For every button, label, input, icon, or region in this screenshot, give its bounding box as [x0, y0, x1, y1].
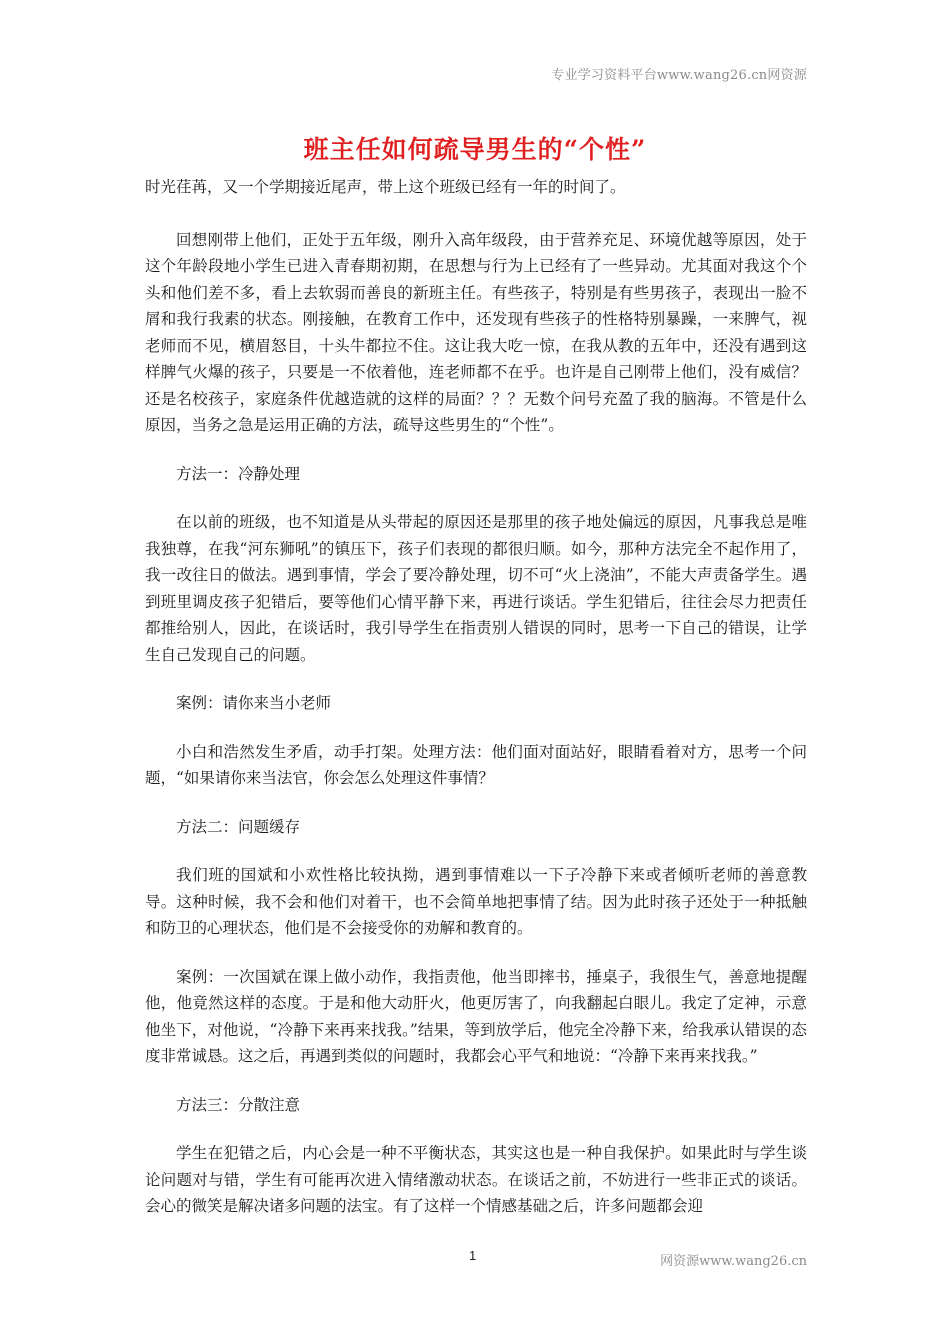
- case-heading-1: 案例：请你来当小老师: [176, 694, 332, 712]
- paragraph: 案例：一次国斌在课上做小动作，我指责他，他当即摔书，捶桌子，我很生气，善意地提醒他，他竟然这样的态度。于是和他大动肝火，他更厉害了，向我翻起白眼儿。我定了定神，示意他坐下，对他说，“冷静下来再来找我。”结果，等到放学后，他完全冷静下来，给我承认错误的态度非常诚恳。这之后，再遇到类似的问题时，我都会心平气和地说：“冷静下来再来找我。”: [145, 967, 807, 1065]
- paragraph: 小白和浩然发生矛盾，动手打架。处理方法：他们面对面站好，眼睛看着对方，思考一个问题，“如果请你来当法官，你会怎么处理这件事情？: [145, 742, 807, 787]
- document-body: [145, 174, 807, 1242]
- header-source-text: 专业学习资料平台www.wang26.cn网资源: [551, 68, 807, 83]
- document-title: 班主任如何疏导男生的“个性”: [303, 135, 647, 164]
- paragraph: 在以前的班级，也不知道是从头带起的原因还是那里的孩子地处偏远的原因，凡事我总是唯我独尊，在我“河东狮吼”的镇压下，孩子们表现的都很归顺。如今，那种方法完全不起作用了，我一改往日的做法。遇到事情，学会了要冷静处理，切不可“火上浇油”，不能大声责备学生。遇到班里调皮孩子犯错后，要等他们心情平静下来，再进行谈话。学生犯错后，往往会尽力把责任都推给别人，因此，在谈话时，我引导学生在指责别人错误的同时，思考一下自己的错误，让学生自己发现自己的问题。: [145, 513, 807, 664]
- paragraph: 回想刚带上他们，正处于五年级，刚升入高年级段，由于营养充足、环境优越等原因，处于这个年龄段地小学生已进入青春期初期，在思想与行为上已经有了一些异动。尤其面对我这个个头和他们差不多，看上去软弱而善良的新班主任。有些孩子，特别是有些男孩子，表现出一脸不屑和我行我素的状态。刚接触，在教育工作中，还发现有些孩子的性格特别暴躁，一来脾气，视老师而不见，横眉怒目，十头牛都拉不住。这让我大吃一惊，在我从教的五年中，还没有遇到这样脾气火爆的孩子，只要是一不依着他，连老师都不在乎。也许是自己刚带上他们，没有威信？还是名校孩子，家庭条件优越造就的这样的局面？？？无数个问号充盈了我的脑海。不管是什么原因，当务之急是运用正确的方法，疏导这些男生的“个性”。: [145, 230, 807, 434]
- paragraph-intro: 时光荏苒，又一个学期接近尾声，带上这个班级已经有一年的时间了。: [145, 178, 626, 196]
- paragraph: 我们班的国斌和小欢性格比较执拗，遇到事情难以一下子冷静下来或者倾听老师的善意教导。这种时候，我不会和他们对着干，也不会简单地把事情了结。因为此时孩子还处于一种抵触和防卫的心理状态，他们是不会接受你的劝解和教育的。: [145, 866, 807, 937]
- section-heading-method-1: 方法一：冷静处理: [176, 464, 301, 483]
- page-number: 1: [469, 1248, 477, 1263]
- paragraph: 学生在犯错之后，内心会是一种不平衡状态，其实这也是一种自我保护。如果此时与学生谈论问题对与错，学生有可能再次进入情绪激动状态。在谈话之前，不妨进行一些非正式的谈话。会心的微笑是解决诸多问题的法宝。有了这样一个情感基础之后，许多问题都会迎: [145, 1144, 807, 1215]
- footer-source-text: 网资源www.wang26.cn: [660, 1254, 807, 1269]
- section-heading-method-2: 方法二：问题缓存: [176, 817, 301, 836]
- section-heading-method-3: 方法三：分散注意: [176, 1095, 301, 1114]
